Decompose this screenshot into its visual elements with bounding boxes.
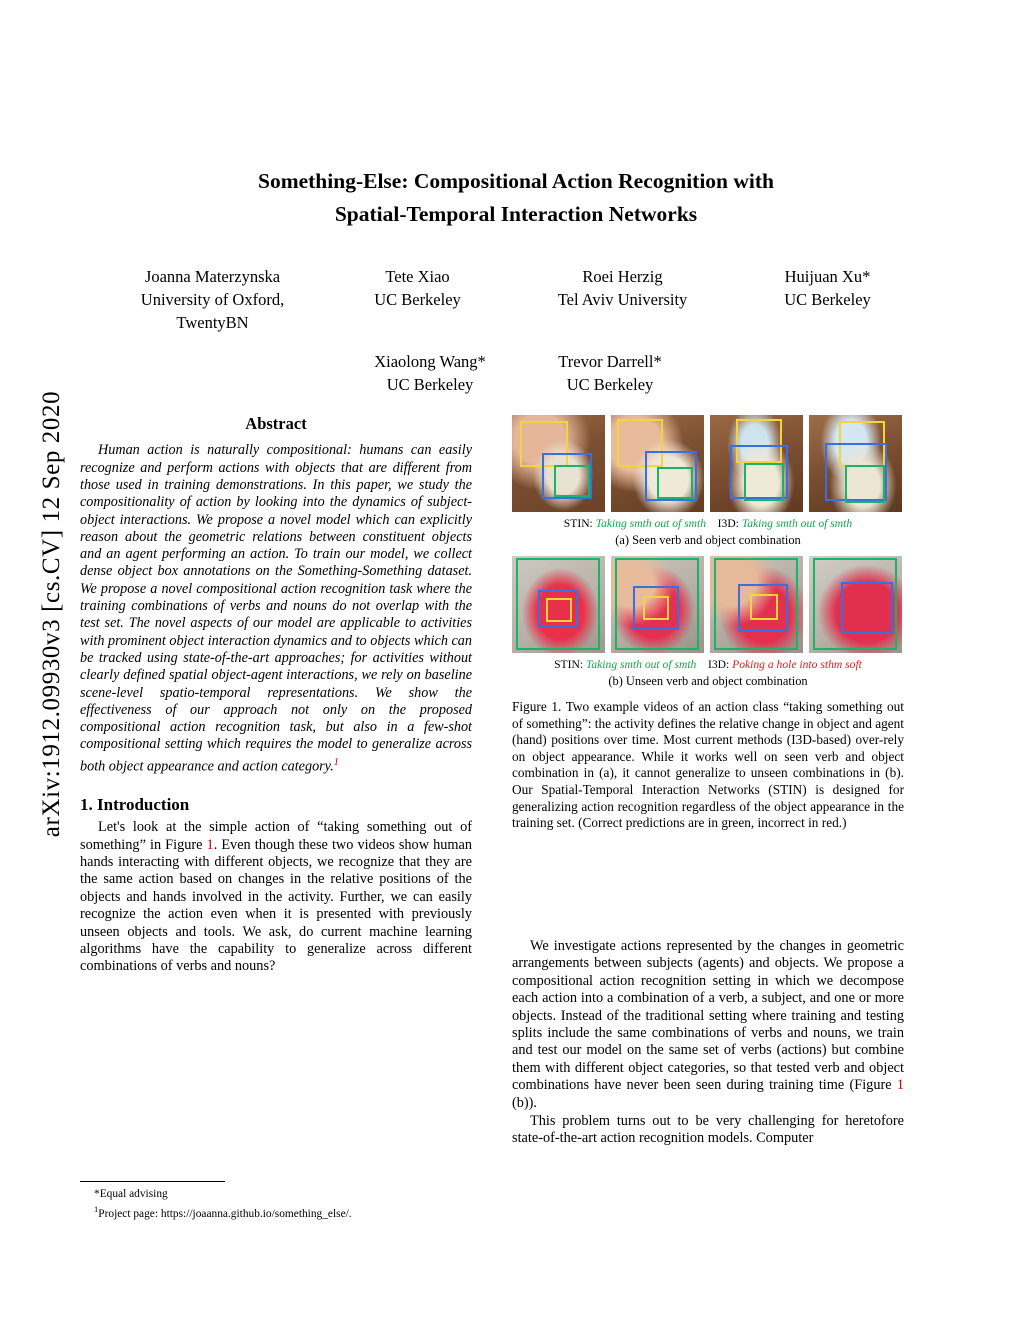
footnote-one-marker: 1 xyxy=(94,1204,99,1214)
author-list xyxy=(110,265,930,396)
video-frame-a1 xyxy=(512,415,605,512)
abstract-heading: Abstract xyxy=(245,414,307,433)
bbox-hand xyxy=(546,598,572,622)
intro-text-b: . Even though these two videos show human hands interacting with different objects, we recognize that they are the same action based on changes in the relative positions of the objects and hands involved in the activity. Further, we can easily recognize the action even when it is presented with previously unseen objects and tools. We ask, do current machine learning algorithms have the capability to generalize across different combinations of verbs and nouns? xyxy=(80,836,472,975)
bbox-container xyxy=(845,465,885,503)
video-frame-a3 xyxy=(710,415,803,512)
right-para1-text: We investigate actions represented by the changes in geometric arrangements between subjects (agents) and objects. We propose a compositional action recognition setting in which we decompose each action into a combination of a verb, a subject, and one or more objects. Instead of the traditional setting where training and testing splits include the same combinations of verbs and nouns, we train and test our model on the same set of verbs (actions) but combine them with different object categories, so that tested verb and object combinations have never been seen during training time (Figure xyxy=(512,938,904,1094)
figure-row-a-frames xyxy=(512,415,904,512)
author-affiliation: UC Berkeley xyxy=(386,375,474,394)
stin-label-a: STIN: xyxy=(563,517,593,530)
i3d-prediction-a: Taking smth out of smth xyxy=(741,517,853,530)
abstract-body-text: Human action is naturally compositional: humans can easily recognize and perform actions with objects that are different from those used in training demonstrations. In this paper, we study the compositionality of action by looking into the dynamics of subject-object interactions. We propose a novel model which can explicitly reason about the geometric relations between constituent objects and an agent performing an action. To train our model, we collect dense object box annotations on the Something-Something dataset. We propose a novel compositional action recognition task where the training combinations of verbs and nouns do not overlap with the test set. The novel aspects of our model are applicable to activities with prominent object interaction dynamics and to objects which can be tracked using state-of-the-art approaches; for activities without clearly defined spatial object-agent interactions, we rely on baseline scene-level spatio-temporal representations. We show the effectiveness of our approach not only on the proposed compositional action recognition task, but also in a few-shot compositional setting which requires the model to generalize across both object appearance and action category. xyxy=(80,442,472,775)
author-name: Tete Xiao xyxy=(385,267,450,286)
intro-text-a: Let's look at the simple action of “taking something out of something” in Figure xyxy=(80,819,472,853)
author-entry xyxy=(340,350,520,396)
stin-label-b: STIN: xyxy=(554,658,584,671)
intro-paragraph-1 xyxy=(80,819,472,976)
footnote-one-text: Project page: https://joaanna.github.io/something_else/. xyxy=(98,1207,352,1220)
i3d-label-b: I3D: xyxy=(707,658,730,671)
page-title xyxy=(176,165,856,231)
author-entry xyxy=(110,265,315,334)
author-affiliation: University of Oxford, TwentyBN xyxy=(140,290,285,332)
footnote-rule xyxy=(80,1181,225,1182)
author-row-2 xyxy=(110,350,930,396)
author-name: Roei Herzig xyxy=(582,267,663,286)
title-line-1: Something-Else: Compositional Action Recognition with xyxy=(257,169,775,193)
title-line-2: Spatial-Temporal Interaction Networks xyxy=(334,202,698,226)
bbox-container xyxy=(744,463,784,501)
author-entry xyxy=(520,350,700,396)
stin-prediction-a: Taking smth out of smth xyxy=(595,517,707,530)
bbox-container xyxy=(554,465,590,497)
right-paragraph-1 xyxy=(512,938,904,1112)
figure-row-b-predictions xyxy=(512,658,904,671)
bbox-container xyxy=(657,467,693,499)
author-name: Joanna Materzynska xyxy=(144,267,281,286)
footnote-star: *Equal advising xyxy=(94,1188,168,1200)
author-entry xyxy=(315,265,520,311)
video-frame-a4 xyxy=(809,415,902,512)
footnote-one xyxy=(94,1202,472,1222)
author-affiliation: Tel Aviv University xyxy=(557,290,688,309)
right-para1-tail: (b)). xyxy=(512,1094,538,1111)
right-paragraph-2: This problem turns out to be very challenging for heretofore state-of-the-art action recognition models. Computer xyxy=(512,1113,904,1147)
figure-subcaption-a: (a) Seen verb and object combination xyxy=(615,533,801,547)
bbox-hand xyxy=(750,594,778,620)
author-entry xyxy=(520,265,725,311)
i3d-label-a: I3D: xyxy=(717,517,739,530)
figure-subcaption-b: (b) Unseen verb and object combination xyxy=(608,674,808,688)
abstract-text xyxy=(80,442,472,775)
figure-caption: Figure 1. Two example videos of an action class “taking something out of something”: the activity defines the relative change in object and agent (hand) positions over time. Most current methods (I3D-based) over-rely on object appearance. While it works well on seen verb and object combination in (a), it cannot generalize to unseen combinations in (b). Our Spatial-Temporal Interaction Networks (STIN) is designed for generalizing action recognition regardless of the object appearance in the training set. (Correct predictions are in green, incorrect in red.) xyxy=(512,699,904,831)
author-affiliation: UC Berkeley xyxy=(566,375,654,394)
author-name: Trevor Darrell* xyxy=(558,352,662,371)
section-heading-introduction: 1. Introduction xyxy=(80,794,190,814)
video-frame-b3 xyxy=(710,556,803,653)
stin-prediction-b: Taking smth out of smth xyxy=(585,658,697,671)
author-name: Xiaolong Wang* xyxy=(374,352,486,371)
left-column xyxy=(80,415,472,976)
arxiv-stamp: arXiv:1912.09930v3 [cs.CV] 12 Sep 2020 xyxy=(38,390,65,838)
abstract-footnote-marker: 1 xyxy=(333,756,339,768)
author-entry xyxy=(725,265,930,311)
footnote-block xyxy=(80,1181,472,1222)
right-column-text xyxy=(512,938,904,1148)
video-frame-b4 xyxy=(809,556,902,653)
author-affiliation: UC Berkeley xyxy=(784,290,871,309)
author-affiliation: UC Berkeley xyxy=(374,290,461,309)
i3d-prediction-b: Poking a hole into sthm soft xyxy=(732,658,862,671)
bbox-object xyxy=(841,582,893,634)
video-frame-b1 xyxy=(512,556,605,653)
figure-reference-link[interactable]: 1 xyxy=(206,836,214,853)
figure-row-a-predictions xyxy=(512,517,904,530)
author-name: Huijuan Xu* xyxy=(784,267,871,286)
bbox-hand xyxy=(643,596,669,620)
figure-row-b-frames xyxy=(512,556,904,653)
video-frame-a2 xyxy=(611,415,704,512)
video-frame-b2 xyxy=(611,556,704,653)
figure-1 xyxy=(512,415,904,832)
figure-reference-link-2[interactable]: 1 xyxy=(896,1077,904,1094)
author-row-1 xyxy=(110,265,930,334)
